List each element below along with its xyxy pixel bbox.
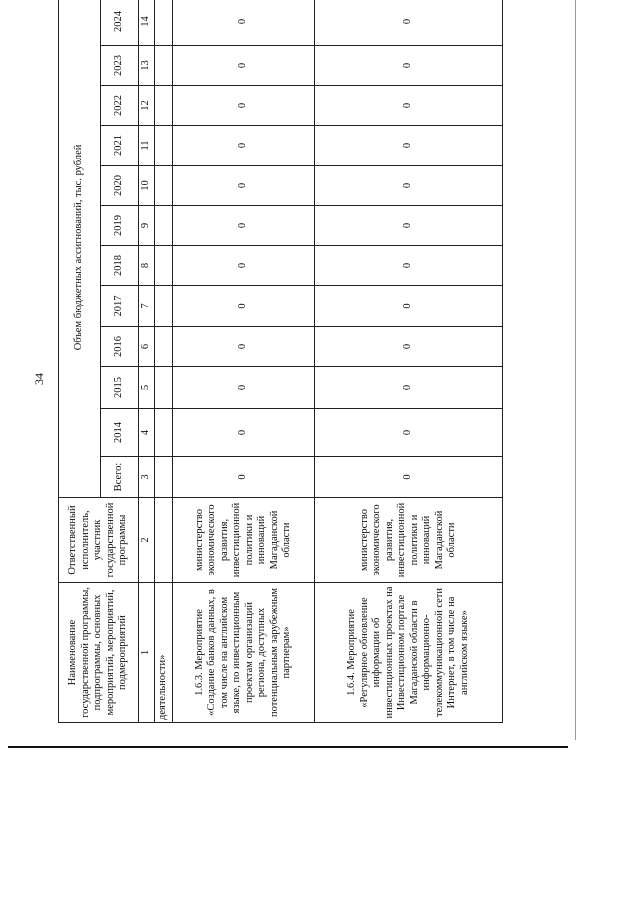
row-value — [155, 86, 173, 126]
row-value: 0 — [173, 327, 315, 367]
row-value: 0 — [315, 286, 503, 327]
index-cell: 8 — [139, 246, 155, 286]
row-executor: министерство экономического развития, инвестиционной политики и инноваций Магаданской области — [315, 498, 503, 583]
page-number: 34 — [32, 373, 46, 385]
row-value: 0 — [173, 409, 315, 457]
budget-table — [58, 0, 503, 723]
row-value: 0 — [173, 126, 315, 166]
index-cell: 1 — [139, 583, 155, 723]
row-value: 0 — [315, 46, 503, 86]
header-name: Наименование государственной программы, подпрограммы, основных мероприятий, мероприятий, подмероприятий — [59, 583, 139, 723]
row-value: 0 — [315, 0, 503, 46]
row-value: 0 — [173, 46, 315, 86]
row-value: 0 — [173, 246, 315, 286]
index-cell: 10 — [139, 166, 155, 206]
row-value: 0 — [173, 166, 315, 206]
row-value — [155, 246, 173, 286]
header-executor: Ответственный исполнитель, участник государственной программы — [59, 498, 139, 583]
index-cell: 6 — [139, 327, 155, 367]
row-value — [155, 286, 173, 327]
row-value: 0 — [315, 409, 503, 457]
row-value: 0 — [173, 286, 315, 327]
index-cell: 12 — [139, 86, 155, 126]
index-cell: 13 — [139, 46, 155, 86]
row-value: 0 — [173, 86, 315, 126]
row-executor: министерство экономического развития, инвестиционной политики и инноваций Магаданской области — [173, 498, 315, 583]
row-value: 0 — [173, 367, 315, 409]
row-value — [155, 0, 173, 46]
row-value — [155, 457, 173, 498]
header-year: 2024 — [101, 0, 139, 46]
header-volume: Объем бюджетных ассигнований, тыс. рублей — [59, 0, 101, 498]
header-year: 2018 — [101, 246, 139, 286]
index-cell: 5 — [139, 367, 155, 409]
row-value: 0 — [315, 367, 503, 409]
index-cell: 14 — [139, 0, 155, 46]
header-year: 2014 — [101, 409, 139, 457]
index-cell: 2 — [139, 498, 155, 583]
header-row-1 — [59, 0, 101, 723]
header-year: 2015 — [101, 367, 139, 409]
row-value — [155, 409, 173, 457]
header-year: 2019 — [101, 206, 139, 246]
index-row — [139, 0, 155, 723]
row-value: 0 — [315, 126, 503, 166]
row-value: 0 — [315, 246, 503, 286]
header-year: 2022 — [101, 86, 139, 126]
row-value: 0 — [173, 0, 315, 46]
row-value: 0 — [315, 166, 503, 206]
header-year: 2017 — [101, 286, 139, 327]
index-cell: 4 — [139, 409, 155, 457]
table-row — [155, 0, 173, 723]
row-value: 0 — [315, 86, 503, 126]
footer-rule — [8, 746, 568, 748]
row-value — [155, 206, 173, 246]
table-row — [315, 0, 503, 723]
row-value — [155, 46, 173, 86]
row-value: 0 — [315, 327, 503, 367]
row-value — [155, 126, 173, 166]
row-value — [155, 367, 173, 409]
header-year: 2023 — [101, 46, 139, 86]
row-value — [155, 327, 173, 367]
index-cell: 9 — [139, 206, 155, 246]
table-row — [173, 0, 315, 723]
row-name: деятельности» — [155, 583, 173, 723]
row-name: 1.6.3. Мероприятие «Создание банков данных, в том числе на английском языке, по инвестиционным проектам организаций региона, доступных потенциальным зарубежным партнерам» — [173, 583, 315, 723]
row-value: 0 — [173, 206, 315, 246]
index-cell: 11 — [139, 126, 155, 166]
header-year: 2020 — [101, 166, 139, 206]
index-cell: 3 — [139, 457, 155, 498]
index-cell: 7 — [139, 286, 155, 327]
row-executor — [155, 498, 173, 583]
header-total: Всего: — [101, 457, 139, 498]
row-name: 1.6.4. Мероприятие «Регулярное обновление информации об инвестиционных проектах на Инвестиционном портале Магаданской области в информационно-телекоммуникационной сети Интернет, в том числе на английском языке» — [315, 583, 503, 723]
row-value — [155, 166, 173, 206]
header-year: 2021 — [101, 126, 139, 166]
row-value: 0 — [173, 457, 315, 498]
row-value: 0 — [315, 206, 503, 246]
header-year: 2016 — [101, 327, 139, 367]
row-value: 0 — [315, 457, 503, 498]
